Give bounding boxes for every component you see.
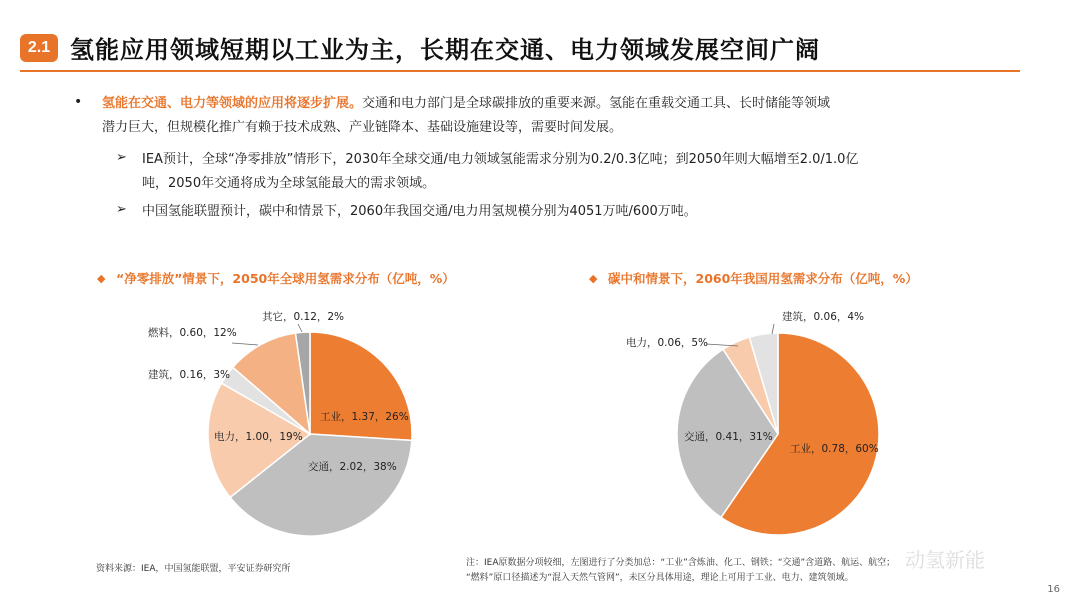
pie-label-电力: 电力，1.00，19% [214, 431, 303, 443]
pie-label-建筑: 建筑，0.06，4% [782, 311, 865, 323]
page-number: 16 [1047, 584, 1060, 595]
diamond-icon: ◆ [589, 272, 598, 285]
pie-label-交通: 交通，0.41，31% [684, 431, 773, 443]
lead-paragraph-line2: 潜力巨大，但规模化推广有赖于技术成熟、产业链降本、基础设施建设等，需要时间发展。 [102, 120, 623, 135]
sub-bullet-arrow-1: ➢ [116, 150, 127, 165]
footnote-line2: “燃料”原口径描述为“混入天然气管网”，未区分具体用途，理论上可用于工业、电力、建筑领域。 [466, 573, 854, 583]
diamond-icon: ◆ [97, 272, 106, 285]
pie-label-建筑: 建筑，0.16，3% [148, 369, 231, 381]
bullet-marker: • [74, 94, 83, 110]
pie-label-交通: 交通，2.02，38% [308, 461, 397, 473]
sub-bullet-1-line1: IEA预计，全球“净零排放”情形下，2030年全球交通/电力领域氢能需求分别为0.2/0.3亿吨；到2050年则大幅增至2.0/1.0亿 [142, 152, 859, 167]
watermark: 动氢新能 [905, 548, 985, 572]
footnote-line1: 注：IEA原数据分项较细，左图进行了分类加总：“工业”含炼油、化工、钢铁；“交通”含道路、航运、航空； [466, 558, 896, 568]
pie-label-工业: 工业，0.78，60% [790, 443, 879, 455]
section-number-badge: 2.1 [20, 34, 58, 62]
lead-rest: 交通和电力部门是全球碳排放的重要来源。氢能在重载交通工具、长时储能等领域 [362, 96, 831, 111]
chart-1-title: “净零排放”情景下，2050年全球用氢需求分布（亿吨，%） [116, 271, 455, 286]
pie-label-燃料: 燃料，0.60，12% [148, 327, 237, 339]
leader-line-燃料 [232, 343, 258, 345]
pie-slice-工业 [310, 332, 412, 440]
pie-chart-2 [626, 310, 879, 535]
sub-bullet-arrow-2: ➢ [116, 202, 127, 217]
leader-line-其它 [298, 324, 302, 332]
sub-bullet-1-line2: 吨，2050年交通将成为全球氢能最大的需求领域。 [142, 176, 436, 191]
pie-label-其它: 其它，0.12，2% [262, 311, 345, 323]
pie-chart-1 [148, 310, 412, 536]
pie-label-电力: 电力，0.06，5% [626, 337, 709, 349]
source-note: 资料来源：IEA，中国氢能联盟，平安证券研究所 [96, 564, 291, 574]
lead-highlight: 氢能在交通、电力等领域的应用将逐步扩展。 [102, 96, 363, 111]
sub-bullet-2: 中国氢能联盟预计，碳中和情景下，2060年我国交通/电力用氢规模分别为4051万吨/600万吨。 [142, 204, 697, 219]
page-title: 氢能应用领域短期以工业为主，长期在交通、电力领域发展空间广阔 [70, 36, 820, 64]
chart-2-title: 碳中和情景下，2060年我国用氢需求分布（亿吨，%） [608, 271, 918, 286]
pie-label-工业: 工业，1.37，26% [320, 411, 409, 423]
